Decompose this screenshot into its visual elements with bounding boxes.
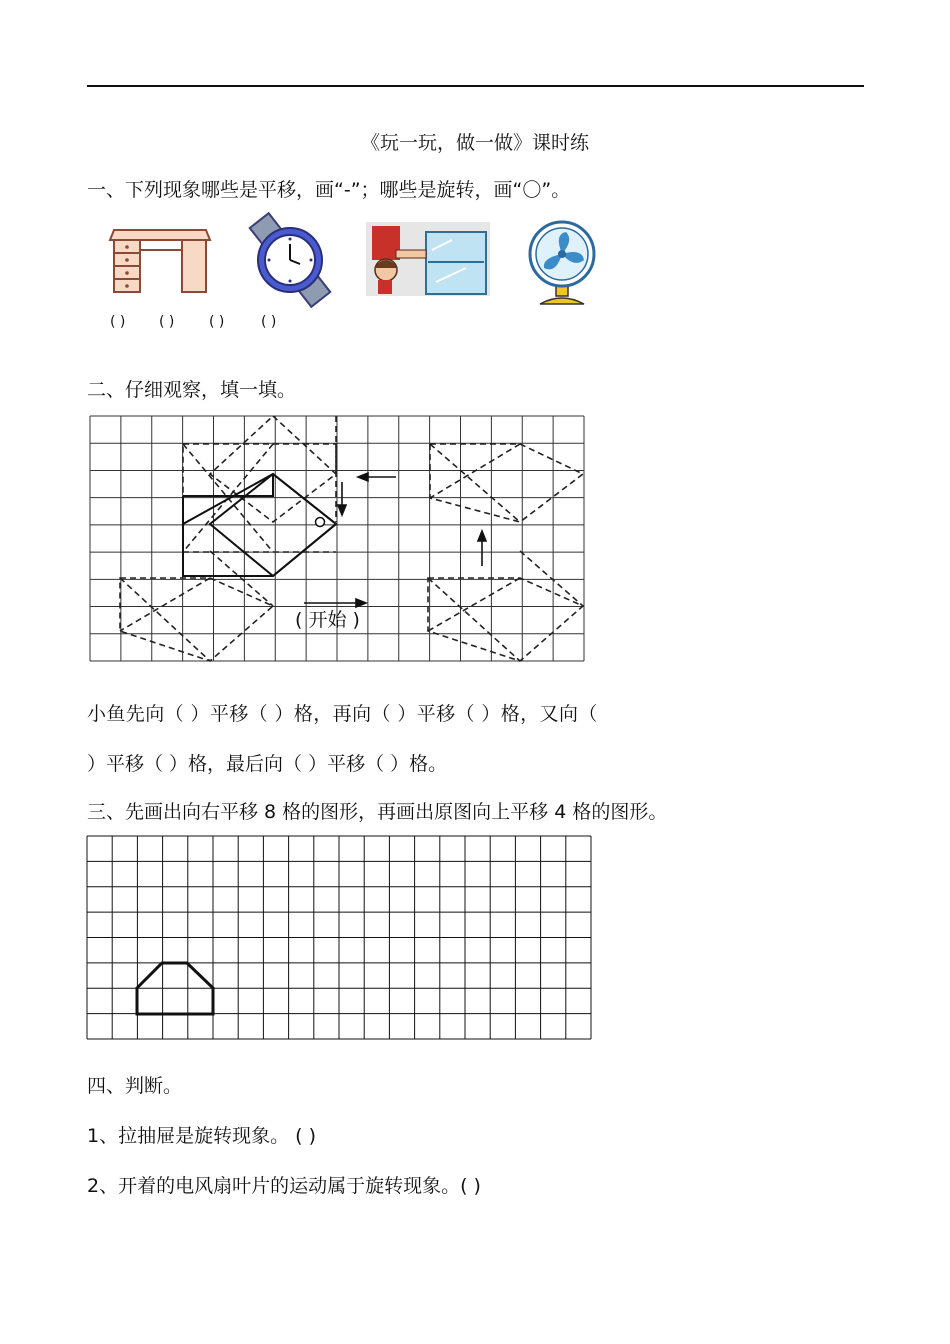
answer-blank-4[interactable]: ( ) [261,314,277,330]
answer-blank-2[interactable]: ( ) [159,314,175,330]
judge-item-2[interactable]: 2、开着的电风扇叶片的运动属于旋转现象。( ) [87,1175,481,1197]
fish-eye [316,518,325,527]
translation-grid-lines [87,836,591,1039]
desk-icon [108,224,212,296]
section3-heading: 三、先画出向右平移 8 格的图形，再画出原图向上平移 4 格的图形。 [87,801,668,823]
fish-dashed-lower-left [120,551,273,661]
fish-dashed-lower-right [428,551,583,661]
start-label: ( 开始 ) [295,609,360,631]
fill-in-line-1[interactable]: 小鱼先向（ ）平移（ ）格，再向（ ）平移（ ）格，又向（ [87,703,598,725]
judge-item-1[interactable]: 1、拉抽屉是旋转现象。 ( ) [87,1125,316,1147]
page-title: 《玩一玩，做一做》课时练 [360,132,589,154]
translation-grid [87,836,592,1040]
section2-heading: 二、仔细观察，填一填。 [87,379,297,401]
section1-heading: 一、下列现象哪些是平移，画“-”；哪些是旋转，画“〇”。 [87,179,571,201]
fill-in-line-2[interactable]: ）平移（ ）格，最后向（ ）平移（ ）格。 [87,753,448,775]
fish-grid [90,416,584,661]
header-rule [87,85,864,87]
section4-heading: 四、判断。 [87,1075,183,1097]
window-girl-icon [366,222,490,296]
fan-icon [526,220,598,308]
answer-blank-1[interactable]: ( ) [110,314,126,330]
fish-dashed-upper-mid [210,416,336,522]
direction-arrows [304,473,486,607]
answer-blank-3[interactable]: ( ) [209,314,225,330]
watch-icon [238,214,342,306]
fish-dashed-upper-right [430,444,583,522]
